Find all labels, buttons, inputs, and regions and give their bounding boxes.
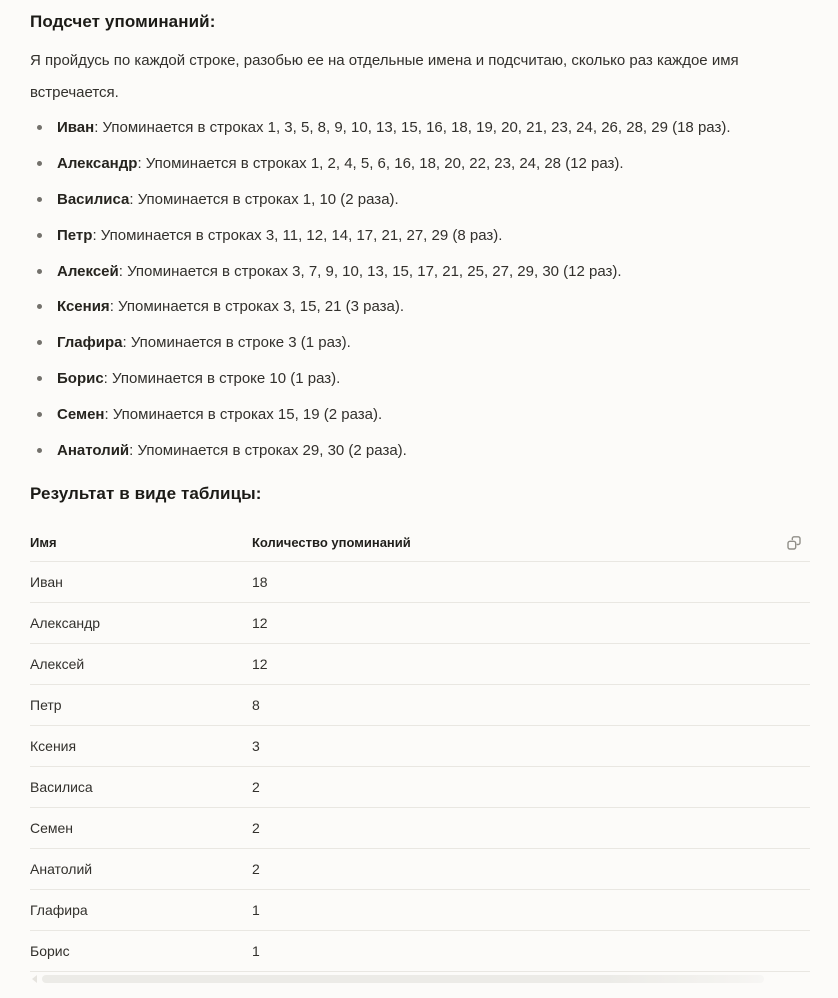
cell-name: Глафира — [30, 901, 88, 918]
mention-name: Алексей — [57, 262, 119, 280]
list-item — [30, 146, 810, 182]
table-row — [30, 849, 810, 890]
mention-details: : Упоминается в строках 1, 3, 5, 8, 9, 10, 13, 15, 16, 18, 19, 20, 21, 23, 24, 26, 28, 29 (18 раз). — [94, 119, 731, 137]
list-item — [30, 253, 810, 289]
cell-count: 3 — [252, 737, 260, 754]
list-item-text — [57, 406, 382, 423]
cell-name: Александр — [30, 614, 101, 631]
table-header-row — [30, 525, 810, 562]
horizontal-scrollbar[interactable] — [30, 975, 810, 984]
table-row — [30, 931, 810, 972]
table-row — [30, 603, 810, 644]
list-item — [30, 110, 810, 146]
list-item — [30, 432, 810, 468]
mention-details: : Упоминается в строках 1, 10 (2 раза). — [129, 190, 399, 208]
chevron-left-icon — [32, 975, 37, 983]
cell-name: Петр — [30, 696, 62, 713]
bullet-icon — [37, 269, 42, 274]
cell-count: 2 — [252, 778, 260, 795]
list-item — [30, 361, 810, 397]
mention-details: : Упоминается в строках 3, 11, 12, 14, 17, 21, 27, 29 (8 раз). — [92, 226, 503, 244]
cell-count: 1 — [252, 942, 260, 959]
list-item — [30, 217, 810, 253]
table-row — [30, 890, 810, 931]
table-row — [30, 562, 810, 603]
mention-name: Василиса — [57, 190, 130, 208]
mentions-list — [30, 110, 810, 468]
table-row — [30, 767, 810, 808]
bullet-icon — [37, 448, 42, 453]
cell-name: Борис — [30, 942, 70, 959]
bullet-icon — [37, 233, 42, 238]
header-cell-count: Количество упоминаний — [252, 535, 411, 551]
cell-name: Анатолий — [30, 860, 93, 877]
mention-details: : Упоминается в строках 3, 15, 21 (3 раза). — [109, 298, 405, 316]
section-heading-counting: Подсчет упоминаний: — [30, 12, 216, 31]
mention-details: : Упоминается в строке 3 (1 раз). — [122, 334, 351, 352]
list-item-text — [57, 119, 731, 136]
mention-name: Иван — [57, 119, 95, 137]
cell-count: 1 — [252, 901, 260, 918]
scrollbar-thumb[interactable] — [42, 975, 764, 983]
mention-details: : Упоминается в строках 15, 19 (2 раза). — [104, 405, 383, 423]
bullet-icon — [37, 161, 42, 166]
copy-icon — [786, 535, 802, 551]
mention-details: : Упоминается в строках 3, 7, 9, 10, 13, 15, 17, 21, 25, 27, 29, 30 (12 раз). — [118, 262, 622, 280]
intro-paragraph: Я пройдусь по каждой строке, разобью ее на отдельные имена и подсчитаю, сколько раз каждое имя встречается. — [30, 52, 739, 101]
list-item — [30, 182, 810, 218]
mention-name: Глафира — [57, 334, 123, 352]
bullet-icon — [37, 412, 42, 417]
mention-name: Анатолий — [57, 441, 130, 459]
cell-count: 18 — [252, 573, 268, 590]
list-item-text — [57, 191, 399, 208]
mention-name: Борис — [57, 369, 104, 387]
cell-name: Ксения — [30, 737, 77, 754]
mention-name: Семен — [57, 405, 105, 423]
list-item-text — [57, 298, 404, 315]
cell-count: 12 — [252, 614, 268, 631]
cell-name: Алексей — [30, 655, 85, 672]
list-item-text — [57, 442, 407, 459]
cell-count: 8 — [252, 696, 260, 713]
bullet-icon — [37, 125, 42, 130]
list-item — [30, 289, 810, 325]
section-heading-table: Результат в виде таблицы: — [30, 483, 262, 503]
bullet-icon — [37, 304, 42, 309]
list-item-text — [57, 227, 502, 244]
header-cell-name: Имя — [30, 535, 57, 551]
bullet-icon — [37, 376, 42, 381]
results-table — [30, 525, 810, 984]
mention-details: : Упоминается в строке 10 (1 раз). — [103, 369, 341, 387]
mention-name: Ксения — [57, 298, 110, 316]
table-row — [30, 726, 810, 767]
mention-details: : Упоминается в строках 29, 30 (2 раза). — [129, 441, 407, 459]
mention-name: Александр — [57, 155, 138, 173]
bullet-icon — [37, 197, 42, 202]
cell-name: Иван — [30, 573, 63, 590]
mention-details: : Упоминается в строках 1, 2, 4, 5, 6, 16, 18, 20, 22, 23, 24, 28 (12 раз). — [137, 155, 624, 173]
copy-table-button[interactable] — [782, 531, 806, 555]
list-item-text — [57, 370, 340, 387]
list-item-text — [57, 334, 351, 351]
table-row — [30, 685, 810, 726]
table-row — [30, 808, 810, 849]
list-item-text — [57, 155, 624, 172]
cell-name: Василиса — [30, 778, 93, 795]
bullet-icon — [37, 340, 42, 345]
list-item — [30, 325, 810, 361]
cell-count: 2 — [252, 819, 260, 836]
list-item-text — [57, 263, 622, 280]
mention-name: Петр — [57, 226, 93, 244]
cell-count: 12 — [252, 655, 268, 672]
table-row — [30, 644, 810, 685]
list-item — [30, 396, 810, 432]
cell-name: Семен — [30, 819, 74, 836]
cell-count: 2 — [252, 860, 260, 877]
